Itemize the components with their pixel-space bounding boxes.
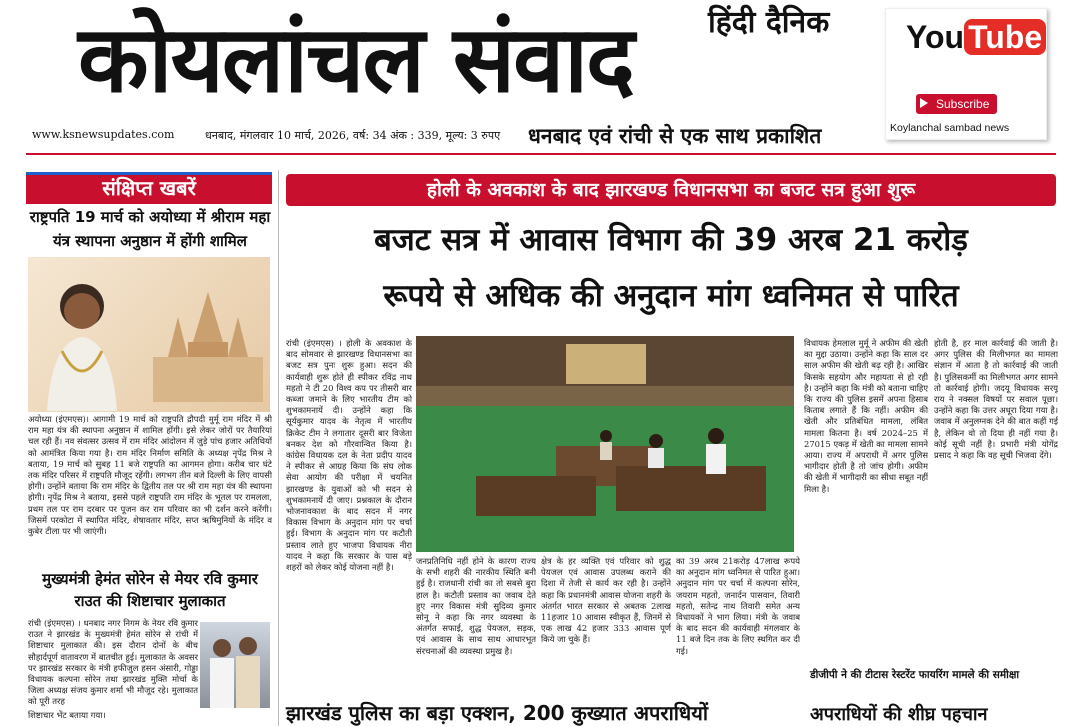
assembly-photo: [416, 336, 794, 552]
section-head-accent: [26, 172, 272, 175]
president-photo-icon: [42, 271, 122, 411]
play-icon: [920, 98, 928, 108]
masthead: [0, 0, 1080, 160]
website-link[interactable]: www.ksnewsupdates.com: [32, 128, 175, 141]
main-story-col6: होती है, हर माल कार्रवाई की जाती है। अगर पुलिस की मिलीभगत का मामला संज्ञान में आता है तो कार्रवाई की जाती है। पुलिसकर्मी का मिलीभगत अगर सामने तो कार्रवाई होगी। जदयू विधायक सरयू राय ने नक्सल विषयों पर सवाल पूछा। उन्होंने कहा कि उत्तर अधूरा दिया गया है। जवाब में अनुलग्नक देने की बात कहीं गई है, लेकिन वो तो दिया ही नहीं गया है। कोई सूची नहीं है। प्रभारी मंत्री योगेंद्र प्रसाद ने कहा कि वह सूची भिजवा देंगे।: [934, 338, 1058, 461]
dateline: धनबाद, मंगलवार 10 मार्च, 2026, वर्ष: 34 अंक : 339, मूल्य: 3 रुपए: [205, 129, 501, 142]
newspaper-title: कोयलांचल संवाद: [78, 6, 633, 113]
main-story-col5: विधायक हेमलाल मुर्मू ने अफीम की खेती का मुद्दा उठाया। उन्होंने कहा कि साल दर साल अफीम की खेती बढ़ रही है। आखिर किसके सहयोग और महायता से हो रही है। उन्होंने कहा कि मंत्री को बताना चाहिए कि राज्य की पुलिस इसमें अपना हिसाब किताब लगाते हैं कि नहीं। अफीम की खेती और प्रतिबंधित मामला, लंबित मामला कितना है। वर्ष 2024–25 में 27015 एकड़ में खेती का मामला सामने आया। राज्य में अपराधी में अगर पुलिस भागीदार होती है तो जांच होगी। अफीम की खेती में भागीदारी का सीधा सबूत नहीं मिला है।: [804, 338, 928, 494]
main-story-col3: क्षेत्र के हर व्यक्ति एवं परिवार को शुद्ध पेयजल एवं आवास उपलब्ध कराने की दिशा में तेजी से कार्य कर रही है। उन्होंने कहा कि प्रधानमंत्री आवास योजना शहरी के अंतर्गत भारत सरकार से अबतक 2लाख 11हजार 10 आवास स्वीकृत हैं, जिनमें से एक लाख 42 हजार 333 आवास पूर्ण किये जा चुके हैं।: [541, 556, 671, 645]
side-story-headline[interactable]: अपराधियों की शीघ्र पहचान: [810, 704, 988, 725]
story1-body: अयोध्या (इंएमएस)। आगामी 19 मार्च को राष्ट्रपति द्रौपदी मुर्मू राम मंदिर में श्री राम महा यंत्र की स्थापना अनुष्ठान में शामिल होंगी। इसे लेकर जोरों पर तैयारियां चल रही हैं। नव संवत्सर उत्सव में राम मंदिर आंदोलन में जुड़े पांच हजार अतिथियों को आमंत्रित किया गया है। राम मंदिर निर्माण समिति के अध्यक्ष नृपेंद्र मिश्र ने बताया, 19 मार्च को सुबह 11 बजे राष्ट्रपति का आगमन होगा। करीब चार घंटे तक मंदिर परिसर में राष्ट्रपति मौजूद रहेंगी। लगभग तीन बजे दिल्ली के लिए वापसी होगी। उन्होंने बताया कि राम मंदिर के द्वितीय तल पर श्री राम महा यंत्र की स्थापना होगी। नृपेंद्र मिश्र ने बताया, इससे पहले राष्ट्रपति राम मंदिर के भूतल पर रामलला, प्रथम तल पर राम दरबार पर पूजन कर राम परिवार का भी दर्शन करने करेंगी। जिसमें परकोटा में स्थापित मंदिर, शेषावतार मंदिर, सप्त ऋषिमुनियों के मंदिर व कुबेर टीला पर भी जाएंगी।: [28, 414, 272, 537]
bottom-headline[interactable]: झारखंड पुलिस का बड़ा एक्शन, 200 कुख्यात अपराधियों: [286, 701, 709, 725]
story2-photo: [200, 622, 270, 708]
story2-body: रांची (इंएमएस) । धनबाद नगर निगम के नेयर रवि कुमार राउत ने झारखंड के मुख्यमंत्री हेमंत सोरेन से रांची में शिष्टाचार मुलाकात की। इस दौरान दोनों के बीच सौहार्दपूर्ण वातावरण में बातचीत हुई। मुलाकात के अवसर पर झारखंड सरकार के मंत्री हफीजुल हसन अंसारी, गोड्डा विधायक कल्पना सोरेन तथा झारखंड मुक्ति मोर्चा के जिला अध्यक्ष संजय कुमार शर्मा भी मौजूद रहे। मुलाकात को पूरी तरह: [28, 618, 198, 707]
masthead-rule: [26, 153, 1056, 155]
youtube-logo-tube: Tube: [964, 19, 1046, 55]
section-head-label: संक्षिप्त खबरें: [102, 176, 196, 200]
main-kicker: [286, 174, 1056, 206]
meeting-photo-icon: [200, 622, 270, 708]
youtube-badge[interactable]: [885, 8, 1047, 140]
youtube-logo: [906, 19, 1046, 56]
tagline-top: हिंदी दैनिक: [708, 5, 830, 40]
main-story-col2: जनप्रतिनिधि नहीं होने के कारण राज्य के सभी शहरी की नारकीय स्थिति बनी हुई है। राजधानी रांची का तो सबसे बुरा हाल है। कटौती प्रस्ताव का जवाब देते हुए नगर विकास मंत्री सुदिव्य कुमार सोनू ने कहा कि नगर व्यवस्था के अंतर्गत सफाई, शुद्ध पेयजल, सड़क, एवं आवास के साथ साथ आधारभूत संरचनाओं की व्यवस्था प्रमुख है।: [416, 556, 536, 656]
temple-icon: [148, 287, 268, 407]
section-head-brief: [26, 172, 272, 204]
story2-headline[interactable]: मुख्यमंत्री हेमंत सोरेन से मेयर रवि कुमार राउत की शिष्टाचार मुलाकात: [42, 570, 258, 610]
main-story-col1: रांची (इंएमएस) । होली के अवकाश के बाद सोमवार से झारखण्ड विधानसभा का बजट सत्र पुनः शुरू हुआ। सदन की कार्यवाही शुरू होते ही स्पीकर रविंद्र नाथ महतो ने टी 20 विश्व कप पर तीसरी बार कब्जा जमाने के लिए भारतीय टीम को शुभकामनायें दी। उन्होंने कहा कि सूर्यकुमार यादव के नेतृत्व में भारतीय क्रिकेट टीम ने लगातार दूसरी बार विजेता बनकर देश को गौरवान्वित किया है। कांग्रेस विधायक दल के नेता प्रदीप यादव ने स्पीकर से आग्रह किया कि संघ लोक सेवा आयोग की परीक्षा में चयनित झारखण्ड के युवाओं को भी सदन से शुभकामनायें दी जाए। प्रश्नकाल के दौरान भोजनावकाश के बाद सदन में नगर विकास विभाग के अनुदान मांग पर चर्चा हुई। विभाग के अनुदान मांग पर कटौती प्रस्ताव लाते हुए भाजपा विधायक नीरा यादव ने कहा कि सरकार के पास बड़े शहरों को लेकर कोई योजना नहीं है।: [286, 338, 412, 573]
story1-photo: [28, 257, 270, 412]
main-kicker-text: होली के अवकाश के बाद झारखण्ड विधानसभा का बजट सत्र हुआ शुरू: [426, 179, 916, 201]
main-headline-line1: बजट सत्र में आवास विभाग की 39 अरब 21 करोड़: [374, 222, 968, 258]
side-story-kicker[interactable]: डीजीपी ने की टीटास रेस्टरेंट फायरिंग मामले की समीक्षा: [810, 669, 1020, 681]
column-divider: [278, 170, 279, 726]
edition-line: धनबाद एवं रांची से एक साथ प्रकाशित: [528, 124, 822, 148]
channel-name: Koylanchal sambad news: [890, 122, 1010, 134]
story1-headline[interactable]: राष्ट्रपति 19 मार्च को अयोध्या में श्रीराम महा यंत्र स्थापना अनुष्ठान में होंगी शामिल: [29, 208, 271, 250]
assembly-hall-icon: [416, 336, 794, 552]
main-headline[interactable]: [286, 212, 1056, 324]
main-story-col4: का 39 अरब 21करोड़ 47लाख रूपये का अनुदान मांग ध्वनिमत से पारित हुआ। अनुदान मांग पर चर्चा में कल्पना सोरेन, जयराम महतो, जनार्दन पासवान, तिवारी महतो, सतेन्द्र नाथ तिवारी समेत अन्य विधायकों ने भाग लिया। मंत्री के जवाब के बाद सदन की कार्यवाही मंगलवार के 11 बजे दिन तक के लिए स्थगित कर दी गई।: [676, 556, 800, 656]
subscribe-button[interactable]: Subscribe: [916, 94, 997, 114]
main-headline-line2: रूपये से अधिक की अनुदान मांग ध्वनिमत से पारित: [383, 278, 959, 314]
story2-body-cont: शिष्टाचार भेंट बताया गया।: [28, 710, 106, 720]
youtube-logo-you: You: [906, 19, 965, 55]
